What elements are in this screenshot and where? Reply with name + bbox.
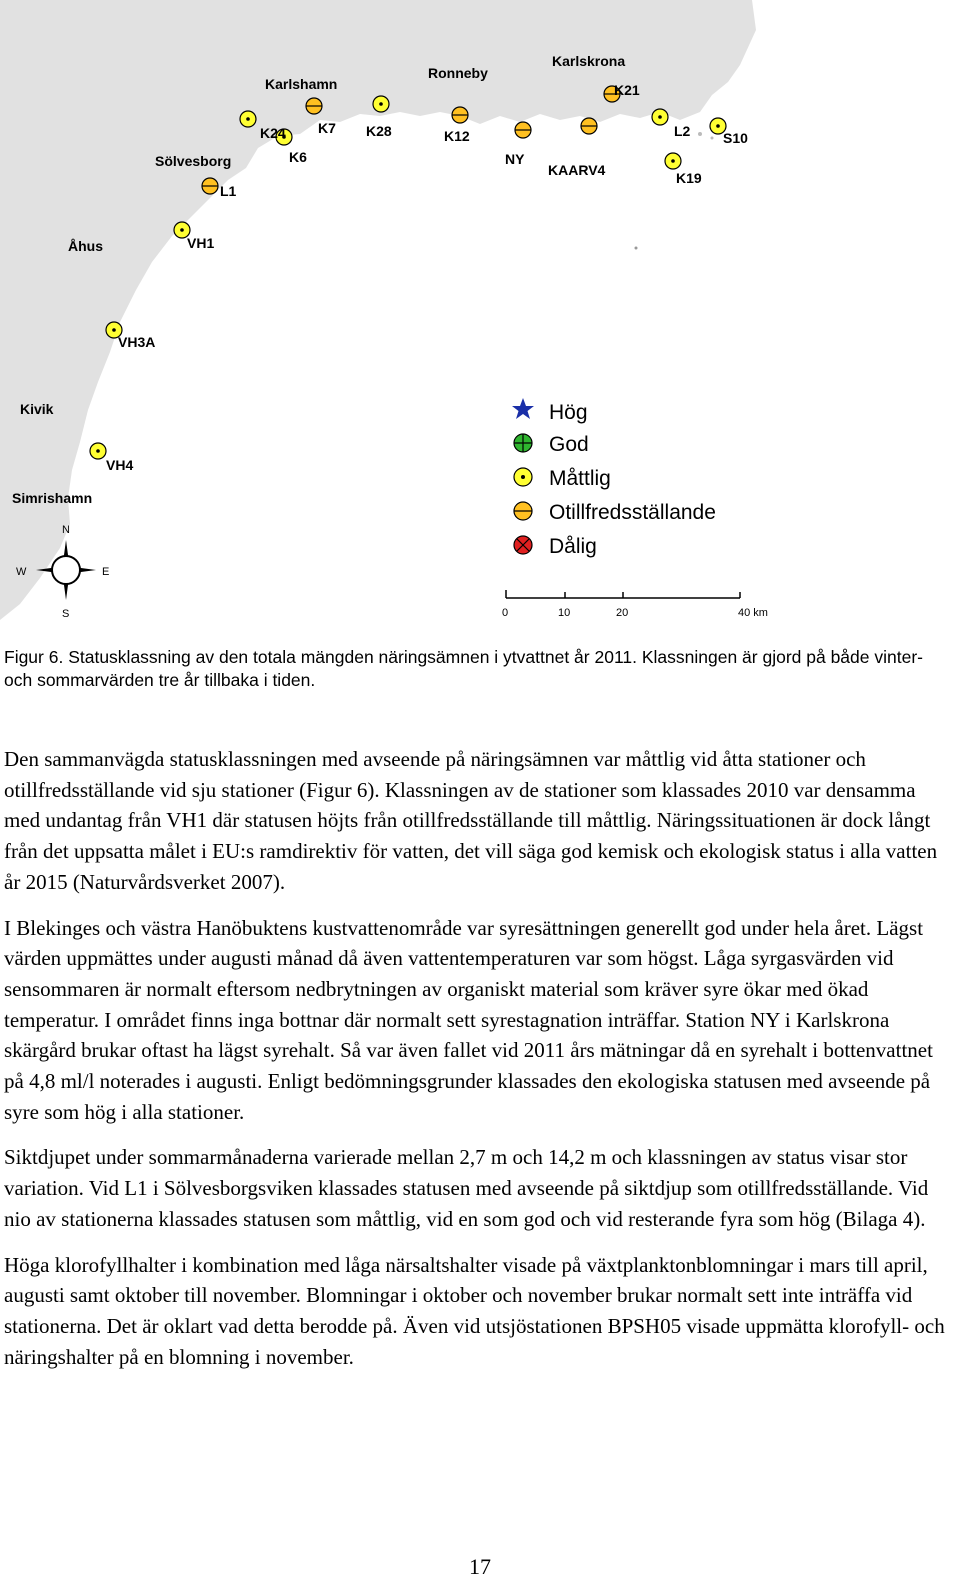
- paragraph: Höga klorofyllhalter i kombination med låga närsaltshalter visade på växtplanktonblomningar i mars till april, augusti samt oktober till november. Blomningar i oktober och november brukar normalt sett inte inträffa vid stationerna. Det är oklart vad detta berodde på. Även vid utsjöstationen BPSH05 visade uppmätta klorofyll- och näringshalter på en blomning i november.: [4, 1252, 945, 1369]
- scale-tick-10: 10: [558, 607, 571, 619]
- body-text: [4, 744, 956, 1387]
- paragraph: Siktdjupet under sommarmånaderna varierade mellan 2,7 m och 14,2 m och klassningen av status visar stor variation. Vid L1 i Sölvesborgsviken klassades statusen med avseende på siktdjup som otillfredsställande. Vid nio av stationerna klassades statusen som måttlig, vid en som god och vid resterande fyra som hög (Bilaga 4).: [4, 1145, 929, 1231]
- station-k19-marker: [665, 153, 681, 169]
- land-area: [0, 0, 756, 620]
- paragraph: Den sammanvägda statusklassningen med avseende på näringsämnen var måttlig vid åtta stationer och otillfredsställande vid sju stationer (Figur 6). Klassningen av de stationer som klassades 2010 var densamma med undantag från VH1 där statusen höjts från otillfredsställande till måttlig. Näringssituationen är dock långt från det uppsatta målet i EU:s ramdirektiv för vatten, det vill säga god kemisk och ekologisk status i alla vatten år 2015 (Naturvårdsverket 2007).: [4, 747, 938, 894]
- compass-w: W: [16, 566, 27, 578]
- station-l2-label: L2: [674, 123, 691, 139]
- station-l1-marker: [202, 178, 218, 194]
- map-legend: [512, 398, 716, 558]
- place-kivik: Kivik: [20, 401, 54, 417]
- paragraph: I Blekinges och västra Hanöbuktens kustvattenområde var syresättningen generellt god under hela året. Lägst värden uppmättes under augusti månad då även vattentemperaturen var som högst. Låga syrgasvärden vid sensommaren är normalt eftersom nedbrytningen av organiskt material som kräver syre ökar med ökad temperatur. I området finns inga bottnar där normalt sett syrestagnation inträffar. Station NY i Karlskrona skärgård brukar oftast ha lägst syrehalt. Så var även fallet vid 2011 års mätningar då en syrehalt i bottenvattnet på 4,8 ml/l noterades i augusti. Enligt bedömningsgrunder klassades den ekologiska statusen med avseende på syre som hög i alla stationer.: [4, 915, 933, 1124]
- legend-otillfredsstallande-label: Otillfredsställande: [549, 501, 716, 524]
- station-k21-label: K21: [614, 82, 640, 98]
- star-icon: [512, 398, 534, 419]
- station-k28-marker: [373, 96, 389, 112]
- island: [635, 247, 638, 250]
- island: [698, 132, 702, 136]
- station-vh1-label: VH1: [187, 235, 215, 251]
- page-number: 17: [469, 1554, 491, 1579]
- place-solvesborg: Sölvesborg: [155, 153, 232, 169]
- scale-bar: [502, 590, 768, 619]
- station-k6-label: K6: [289, 149, 307, 165]
- plus-circle-icon: [514, 434, 532, 452]
- scale-tick-40: 40 km: [738, 607, 768, 619]
- place-ahus: Åhus: [68, 238, 103, 254]
- station-k12-marker: [452, 107, 468, 123]
- island: [711, 137, 714, 140]
- dot-circle-icon: [514, 468, 532, 486]
- station-ny-marker: [515, 122, 531, 138]
- station-s10-label: S10: [723, 130, 748, 146]
- station-k7-label: K7: [318, 120, 336, 136]
- x-circle-icon: [514, 536, 532, 554]
- scale-tick-0: 0: [502, 607, 509, 619]
- compass-n: N: [62, 524, 70, 536]
- scale-tick-20: 20: [616, 607, 629, 619]
- legend-hog-label: Hög: [549, 401, 588, 424]
- legend-mattlig-label: Måttlig: [549, 467, 611, 490]
- compass-s: S: [62, 608, 70, 620]
- legend-dalig-label: Dålig: [549, 535, 597, 558]
- station-l2-marker: [652, 109, 668, 125]
- compass-e: E: [102, 566, 110, 578]
- status-map: [0, 0, 960, 630]
- minus-circle-icon: [514, 502, 532, 520]
- station-k24-marker: [240, 111, 256, 127]
- place-karlskrona: Karlskrona: [552, 53, 626, 69]
- station-k24-label: K24: [260, 125, 286, 141]
- place-ronneby: Ronneby: [428, 65, 488, 81]
- station-k7-marker: [306, 98, 322, 114]
- place-karlshamn: Karlshamn: [265, 76, 338, 92]
- station-ny-label: NY: [505, 151, 525, 167]
- station-kaarv4-marker: [581, 118, 597, 134]
- station-k12-label: K12: [444, 128, 470, 144]
- figure-caption: Figur 6. Statusklassning av den totala mängden näringsämnen i ytvattnet år 2011. Klassningen är gjord på både vinter- och sommarvärden tre år tillbaka i tiden.: [4, 647, 923, 690]
- station-l1-label: L1: [220, 183, 237, 199]
- station-k19-label: K19: [676, 170, 702, 186]
- station-k28-label: K28: [366, 123, 392, 139]
- legend-god-label: God: [549, 433, 589, 456]
- station-vh4-label: VH4: [106, 457, 134, 473]
- station-kaarv4-label: KAARV4: [548, 162, 606, 178]
- station-vh4-marker: [90, 443, 106, 459]
- place-simrishamn: Simrishamn: [12, 490, 93, 506]
- station-vh3a-label: VH3A: [118, 334, 156, 350]
